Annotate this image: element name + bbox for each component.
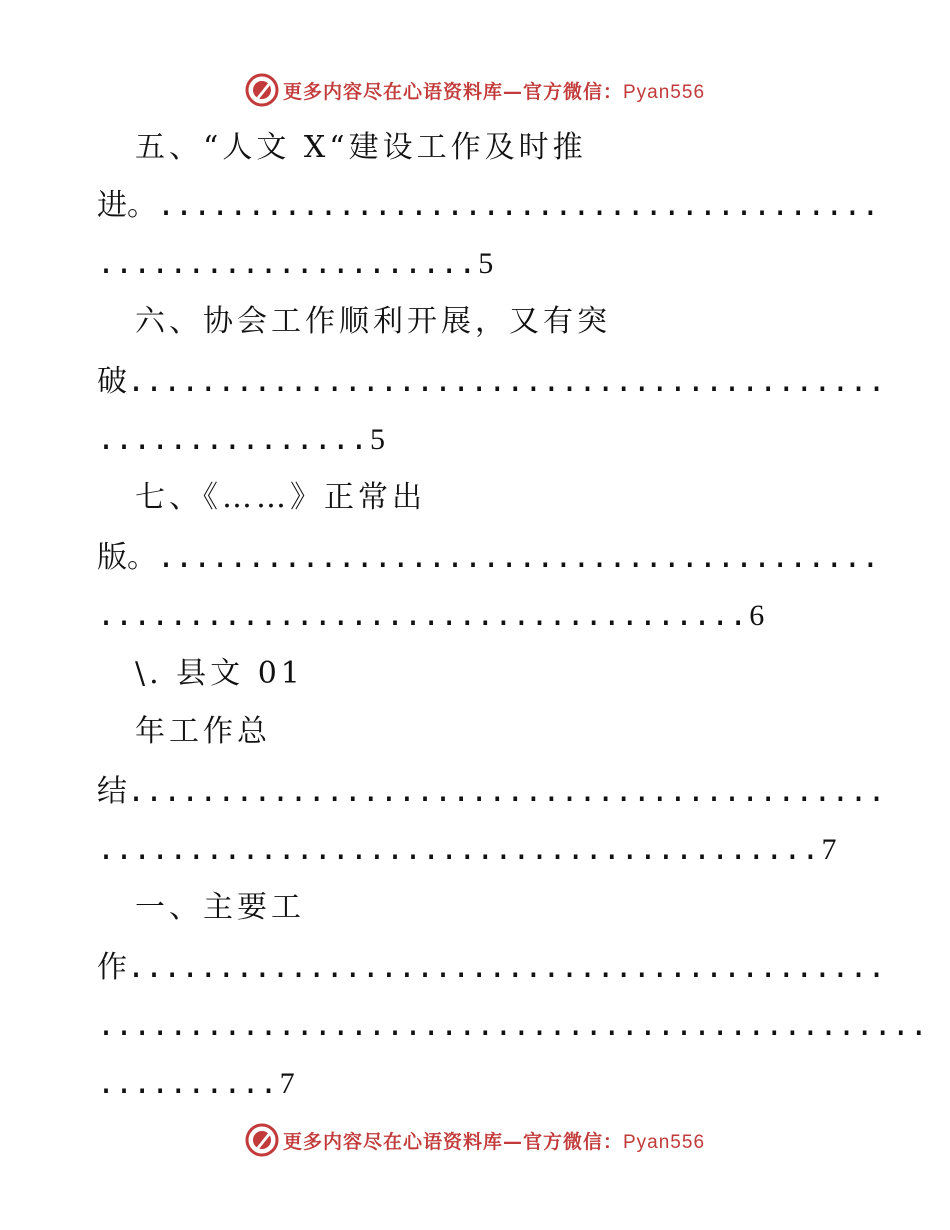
toc-entry-6-tail: 破	[97, 364, 127, 399]
toc-sub-1-title: 一、主要工	[135, 890, 305, 925]
dot-leader: ........................................	[157, 188, 880, 223]
toc-entry-5-tail: 进。	[97, 188, 157, 223]
toc-entry-5-line1	[97, 186, 879, 226]
dot-leader: ........................................	[157, 540, 880, 575]
toc-entry-6-page: 5	[369, 423, 385, 456]
header-banner	[0, 70, 950, 110]
toc-entry-5-title: 五、“人文 X“建设工作及时推	[135, 130, 587, 165]
toc-entry-6-line1	[97, 362, 886, 402]
toc-section-2-tail: 结	[97, 774, 127, 809]
toc-entry-7-line2	[97, 596, 764, 636]
toc-section-2-line2	[97, 830, 836, 870]
toc-entry-6-line2	[97, 420, 385, 460]
toc-sub-1-page: 7	[279, 1067, 295, 1100]
toc-entry-5-page: 5	[478, 247, 494, 280]
dot-leader: .....................	[97, 246, 477, 281]
toc-entry-7-tail: 版。	[97, 540, 157, 575]
dot-leader: ..........................................	[127, 774, 886, 809]
dot-leader: ..............................................	[97, 1008, 928, 1043]
dot-leader: ..........	[97, 1066, 278, 1101]
toc-section-2-page: 7	[821, 833, 837, 866]
toc-section-2-line1	[97, 772, 886, 812]
toc-entry-6-title: 六、协会工作顺利开展，又有突	[135, 304, 611, 339]
dot-leader: ........................................	[97, 832, 820, 867]
footer-banner-main: 更多内容尽在心语资料库—官方微信：	[282, 1130, 623, 1153]
toc-sub-1-tail: 作	[97, 950, 127, 985]
toc-sub-1-line2	[97, 1006, 928, 1046]
header-banner-id: Pyan556	[623, 81, 706, 103]
dot-leader: ....................................	[97, 598, 748, 633]
toc-sub-1-line3	[97, 1064, 295, 1104]
footer-banner	[0, 1120, 950, 1160]
toc-entry-7-page: 6	[749, 599, 765, 632]
header-banner-main: 更多内容尽在心语资料库—官方微信：	[282, 80, 623, 103]
toc-section-2-title-line1: \. 县文 01	[135, 656, 304, 691]
dot-leader: ...............	[97, 422, 368, 457]
dot-leader: ..........................................	[127, 950, 886, 985]
toc-sub-1-line1	[97, 948, 886, 988]
pen-logo-icon	[245, 73, 279, 107]
pen-logo-icon	[245, 1123, 279, 1157]
toc-section-2-title-line2: 年工作总	[135, 714, 271, 749]
toc-entry-5-line2	[97, 244, 493, 284]
toc-entry-7-line1	[97, 538, 879, 578]
footer-banner-text	[283, 1127, 705, 1154]
header-banner-text	[283, 77, 705, 104]
dot-leader: ..........................................	[127, 364, 886, 399]
footer-banner-id: Pyan556	[623, 1131, 706, 1153]
toc-entry-7-title: 七、《……》正常出	[135, 480, 426, 515]
